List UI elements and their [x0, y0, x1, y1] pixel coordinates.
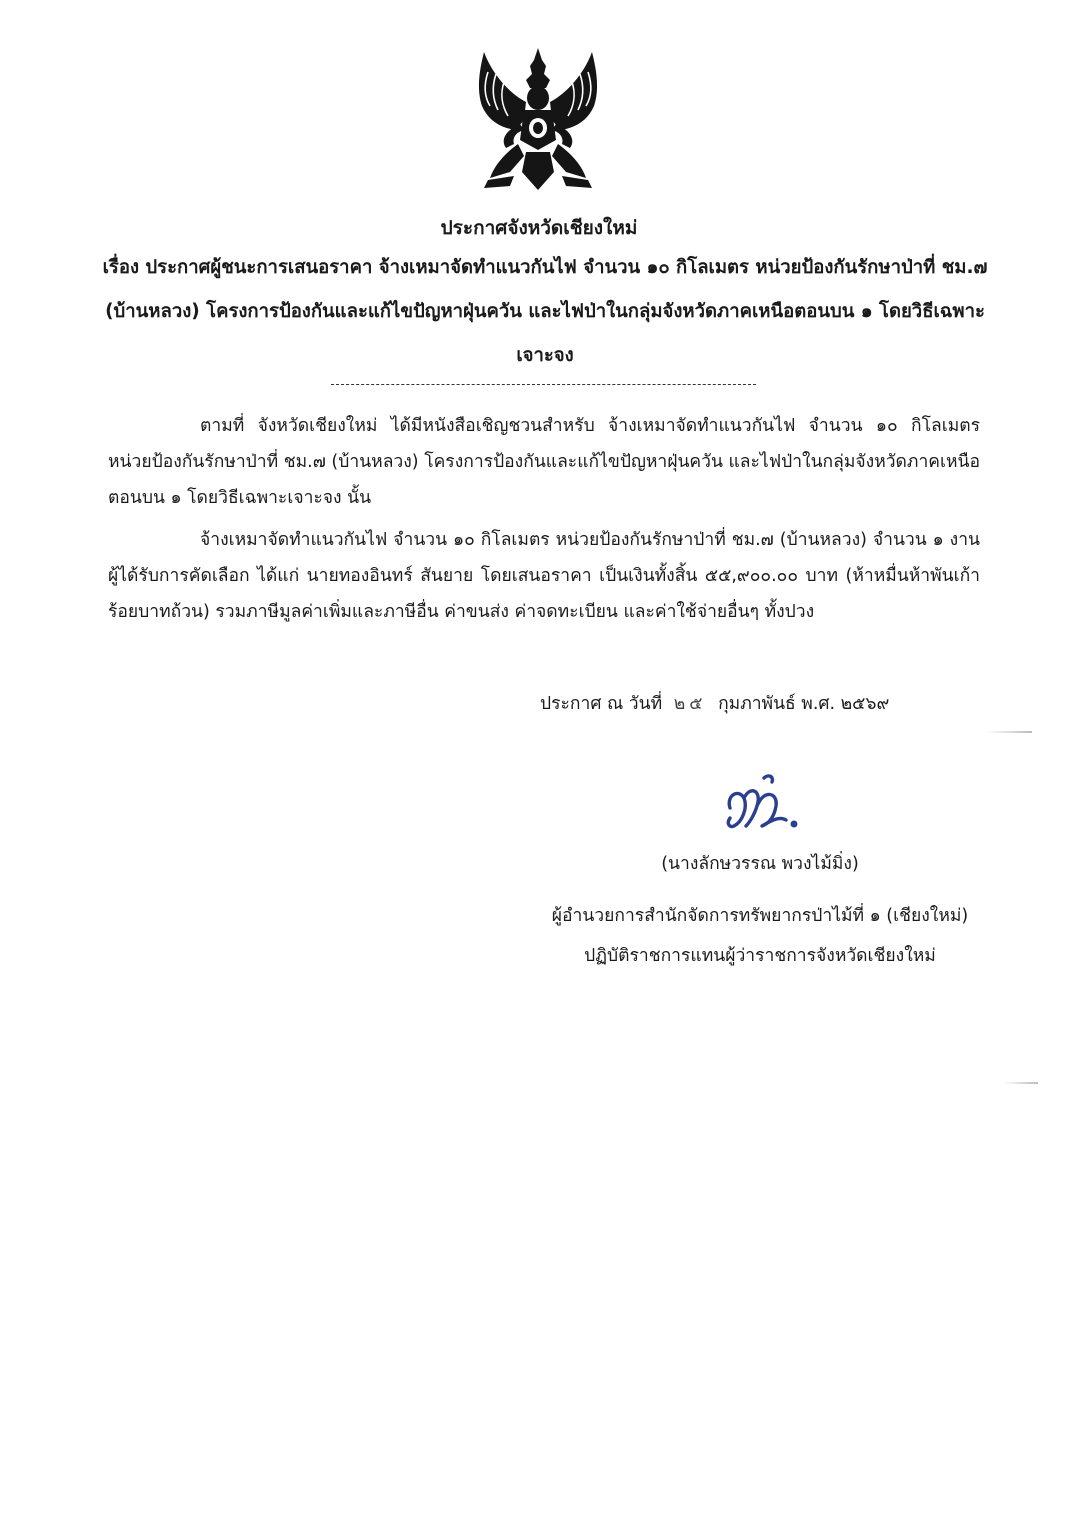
announcement-date — [540, 686, 889, 722]
body-paragraph-2: จ้างเหมาจัดทำแนวกันไฟ จำนวน ๑๐ กิโลเมตร หน่วยป้องกันรักษาป่าที่ ชม.๗ (บ้านหลวง) จำนวน ๑ งาน ผู้ได้รับการคัดเลือก ได้แก่ นายทองอินทร์ สันยาย โดยเสนอราคา เป็นเงินทั้งสิ้น ๕๕,๙๐๐.๐๐ บาท (ห้าหมื่นห้าพันเก้าร้อยบาทถ้วน) รวมภาษีมูลค่าเพิ่มและภาษีอื่น ค่าขนส่ง ค่าจดทะเบียน และค่าใช้จ่ายอื่นๆ ทั้งปวง — [108, 530, 980, 622]
date-month-year: กุมภาพันธ์ พ.ศ. ๒๕๖๙ — [718, 694, 890, 714]
signatory-position: ผู้อำนวยการสำนักจัดการทรัพยากรป่าไม้ที่ ๑ (เชียงใหม่) — [551, 906, 969, 926]
date-prefix: ประกาศ ณ วันที่ — [540, 694, 663, 714]
scan-mark — [1004, 1082, 1038, 1084]
document-subject: เรื่อง ประกาศผู้ชนะการเสนอราคา จ้างเหมาจัดทำแนวกันไฟ จำนวน ๑๐ กิโลเมตร หน่วยป้องกันรักษาป่าที่ ชม.๗ (บ้านหลวง) โครงการป้องกันและแก้ไขปัญหาฝุ่นควัน และไฟป่าในกลุ่มจังหวัดภาคเหนือตอนบน ๑ โดยวิธีเฉพาะเจาะจง — [102, 257, 988, 366]
garuda-emblem-icon — [470, 44, 606, 196]
body-paragraph-1: ตามที่ จังหวัดเชียงใหม่ ได้มีหนังสือเชิญชวนสำหรับ จ้างเหมาจัดทำแนวกันไฟ จำนวน ๑๐ กิโลเมตร หน่วยป้องกันรักษาป่าที่ ชม.๗ (บ้านหลวง) โครงการป้องกันและแก้ไขปัญหาฝุ่นควัน และไฟป่าในกลุ่มจังหวัดภาคเหนือตอนบน ๑ โดยวิธีเฉพาะเจาะจง นั้น — [108, 416, 980, 508]
document-title: ประกาศจังหวัดเชียงใหม่ — [440, 217, 638, 239]
scan-mark — [986, 731, 1032, 733]
header-divider — [331, 384, 756, 385]
handwritten-signature-icon — [720, 768, 810, 838]
signatory-name: (นางลักษวรรณ พวงไม้มิ่ง) — [661, 854, 859, 874]
date-day: ๒๕ — [673, 694, 707, 714]
signatory-acting-for: ปฏิบัติราชการแทนผู้ว่าราชการจังหวัดเชียงใหม่ — [584, 946, 936, 966]
